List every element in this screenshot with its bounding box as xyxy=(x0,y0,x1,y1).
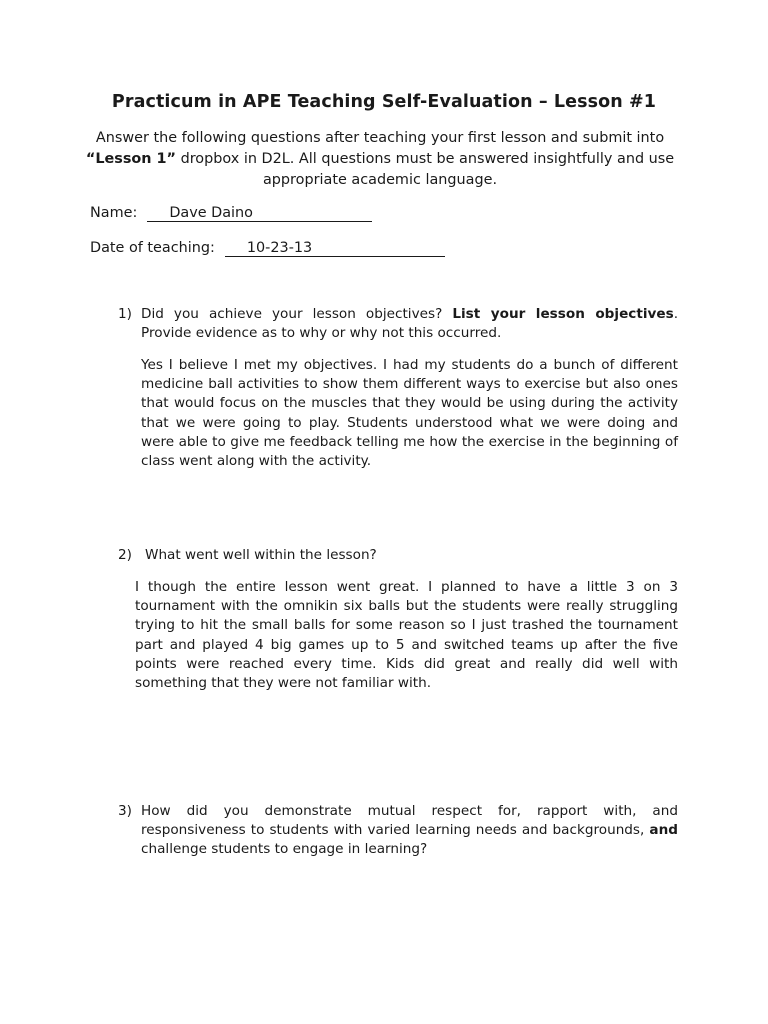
question-2-number: 2) xyxy=(118,547,132,563)
name-field xyxy=(90,205,372,222)
document-title: Practicum in APE Teaching Self-Evaluation – Lesson #1 xyxy=(111,92,657,112)
question-3-text-end: challenge students to engage in learning? xyxy=(141,841,428,857)
question-2 xyxy=(118,546,678,565)
date-label: Date of teaching: xyxy=(90,240,215,256)
question-1-text-end: . Provide evidence as to why or why not this occurred. xyxy=(141,306,679,341)
date-value: 10-23-13 xyxy=(246,240,313,256)
question-1-bold-text: List your lesson objectives xyxy=(452,306,674,322)
name-label: Name: xyxy=(90,205,138,221)
question-3-number: 3) xyxy=(118,803,132,819)
instructions-text-end: dropbox in D2L. All questions must be answered insightfully and use appropriate academic language. xyxy=(176,151,675,188)
answer-1: Yes I believe I met my objectives. I had my students do a bunch of different medicine ball activities to show them different ways to exercise but also ones that would focus on the muscles that they would be using during the activity that we were going to play. Students understood what we were doing and were able to give me feedback telling me how the exercise in the beginning of class went along with the activity. xyxy=(141,357,678,470)
question-3-text-start: How did you demonstrate mutual respect for, rapport with, and responsiveness to students with varied learning needs and backgrounds, xyxy=(141,803,678,838)
date-of-teaching-field xyxy=(90,240,445,257)
name-value: Dave Daino xyxy=(169,205,253,221)
question-1-number: 1) xyxy=(118,306,132,322)
question-3-bold-text: and xyxy=(649,822,678,838)
name-underline xyxy=(147,205,372,222)
question-3-text xyxy=(141,802,678,859)
date-underline xyxy=(225,240,445,257)
question-3 xyxy=(118,802,678,859)
question-1-text xyxy=(141,305,678,343)
instructions-dropbox-name: “Lesson 1” xyxy=(85,151,176,167)
question-1 xyxy=(118,305,678,343)
instructions-text-start: Answer the following questions after teaching your first lesson and submit into xyxy=(95,130,665,146)
instructions-paragraph xyxy=(80,128,680,191)
question-1-text-start: Did you achieve your lesson objectives? xyxy=(141,306,453,322)
question-2-text: What went well within the lesson? xyxy=(145,547,377,563)
answer-2: I though the entire lesson went great. I planned to have a little 3 on 3 tournament with the omnikin six balls but the students were really struggling trying to hit the small balls for some reason so I just trashed the tournament part and played 4 big games up to 5 and switched teams up after the five points were reached every time. Kids did great and really did well with something that they were not familiar with. xyxy=(135,579,678,692)
